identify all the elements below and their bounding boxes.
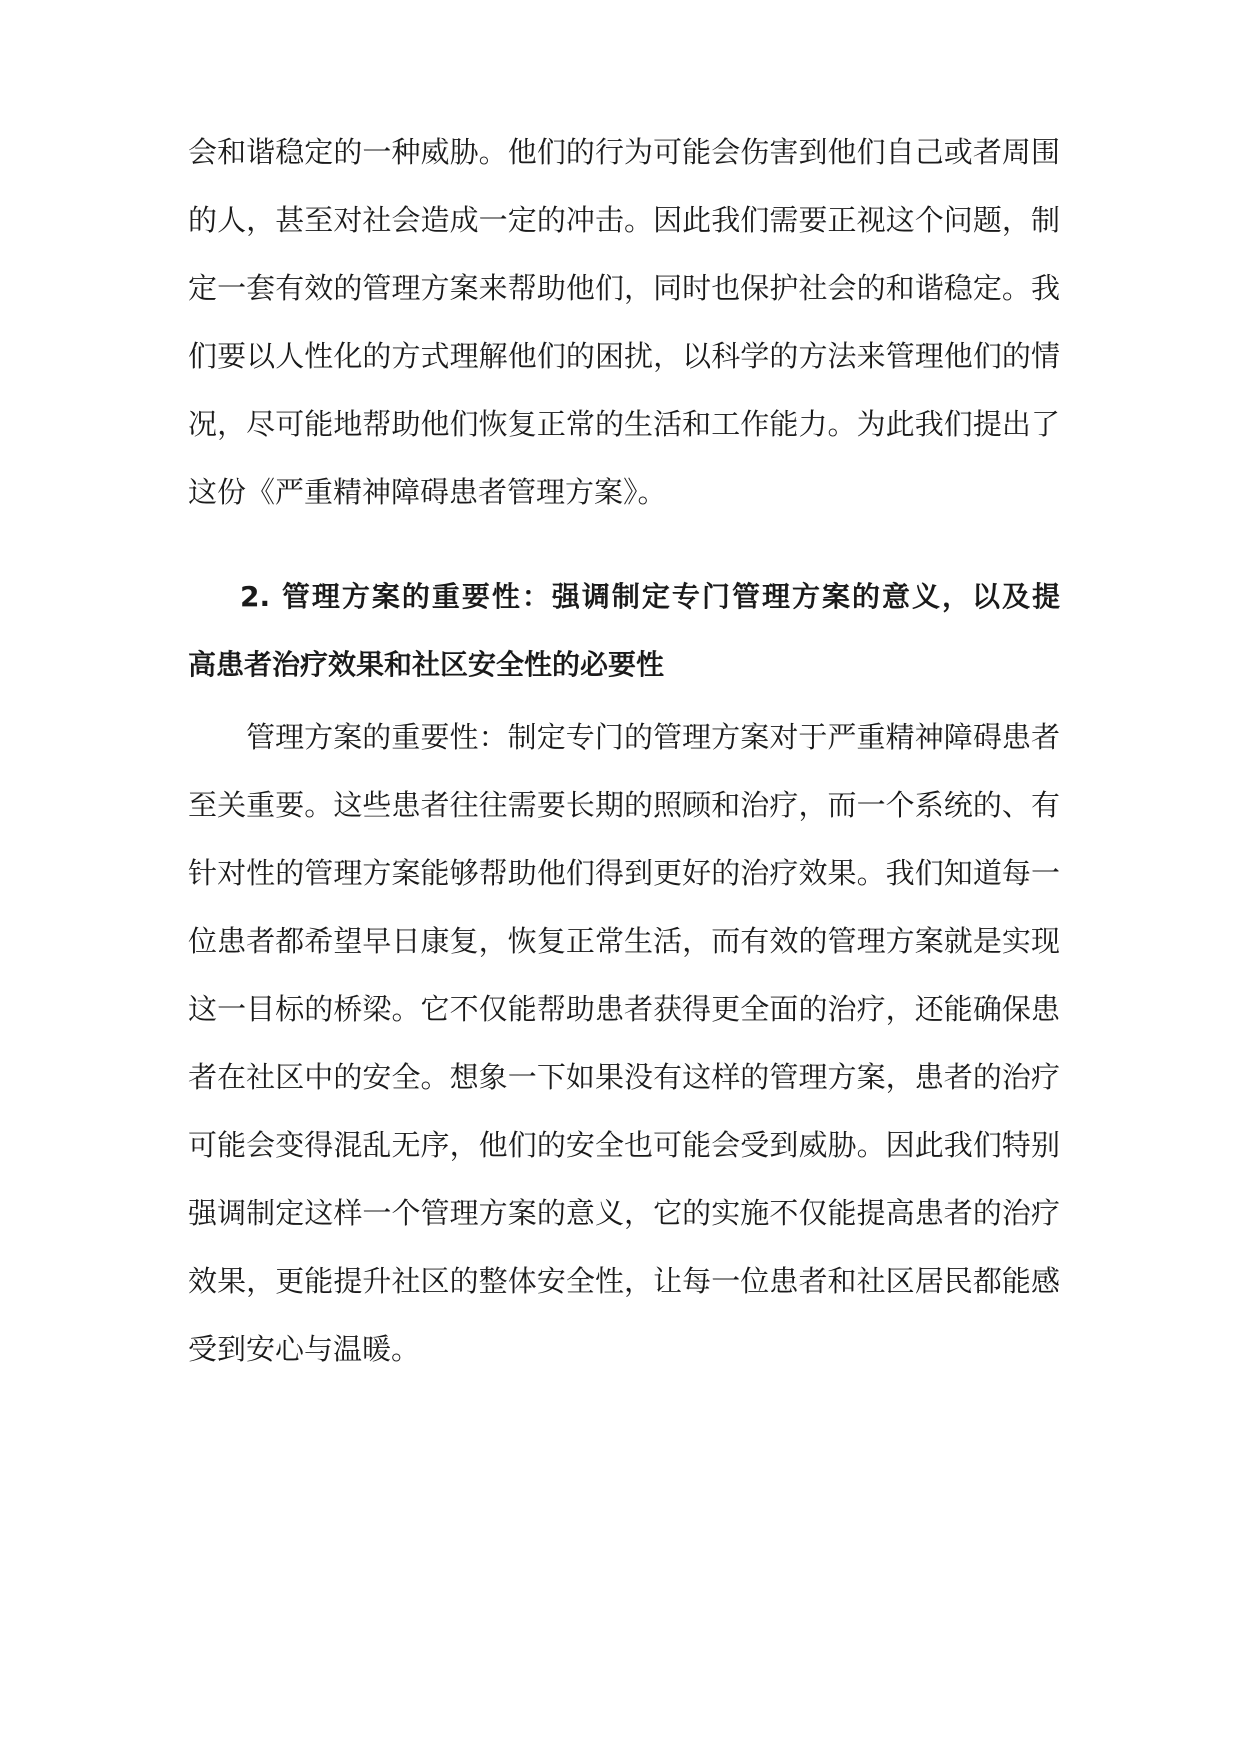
paragraph-line: 受到安心与温暖。 <box>188 1332 421 1366</box>
paragraph-line: 效果，更能提升社区的整体安全性，让每一位患者和社区居民都能感 <box>188 1264 1060 1298</box>
paragraph-line: 可能会变得混乱无序，他们的安全也可能会受到威胁。因此我们特别 <box>188 1128 1060 1162</box>
paragraph-line: 会和谐稳定的一种威胁。他们的行为可能会伤害到他们自己或者周围 <box>188 135 1060 169</box>
paragraph-line: 这一目标的桥梁。它不仅能帮助患者获得更全面的治疗，还能确保患 <box>188 992 1060 1026</box>
paragraph-line: 针对性的管理方案能够帮助他们得到更好的治疗效果。我们知道每一 <box>188 856 1060 890</box>
paragraph-line: 至关重要。这些患者往往需要长期的照顾和治疗，而一个系统的、有 <box>188 788 1060 822</box>
paragraph-line: 强调制定这样一个管理方案的意义，它的实施不仅能提高患者的治疗 <box>188 1196 1060 1230</box>
paragraph-line: 况，尽可能地帮助他们恢复正常的生活和工作能力。为此我们提出了 <box>188 407 1060 441</box>
section-heading-line: 2. 管理方案的重要性：强调制定专门管理方案的意义，以及提 <box>240 580 1060 613</box>
paragraph-line: 这份《严重精神障碍患者管理方案》。 <box>188 475 667 509</box>
paragraph-line: 的人，甚至对社会造成一定的冲击。因此我们需要正视这个问题，制 <box>188 203 1060 237</box>
paragraph-line: 者在社区中的安全。想象一下如果没有这样的管理方案，患者的治疗 <box>188 1060 1060 1094</box>
paragraph-line: 们要以人性化的方式理解他们的困扰，以科学的方法来管理他们的情 <box>188 339 1060 373</box>
paragraph-line: 定一套有效的管理方案来帮助他们，同时也保护社会的和谐稳定。我 <box>188 271 1060 305</box>
paragraph-line: 管理方案的重要性：制定专门的管理方案对于严重精神障碍患者 <box>246 720 1060 754</box>
paragraph-line: 位患者都希望早日康复，恢复正常生活，而有效的管理方案就是实现 <box>188 924 1060 958</box>
section-heading-line: 高患者治疗效果和社区安全性的必要性 <box>188 648 665 681</box>
